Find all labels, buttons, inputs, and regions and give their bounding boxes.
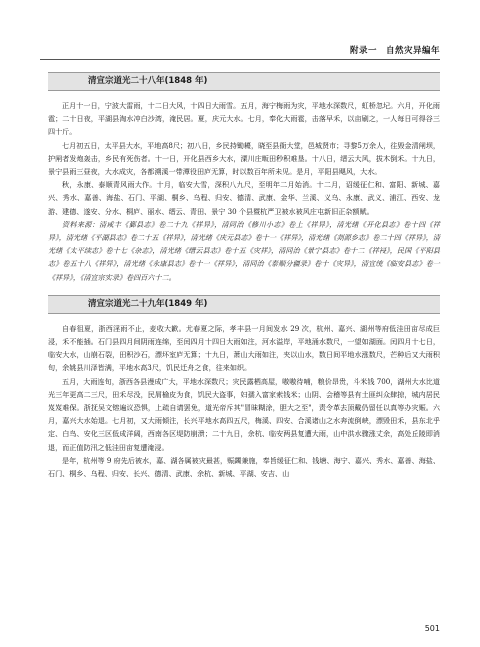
section-title-1849: 清宣宗道光二十九年(1849 年) xyxy=(48,295,440,314)
section-title-1848: 清宣宗道光二十八年(1848 年) xyxy=(48,72,440,91)
page-body xyxy=(48,68,440,480)
running-header-title: 附录一 自然灾异编年 xyxy=(349,46,440,56)
page-number: 501 xyxy=(424,624,440,633)
paragraph: 五月，大雨连旬，浙西各县漫成广大，平地水深数尺；灾民露栖高屋，嗷嗷待哺，粮价昂贵，斗米钱 700，湖州大水比道光三年更高二三尺，田禾尽没，民屑榆皮为食，饥民大盗事，妇孺入富家索钱米；山阴、会稽等县有土匪纠众肆掠，城内居民岌岌难保。浙抚吴文镕遍议恐惧，上疏自请罢免，道光帝斥其"冒昧糊涂，胆大之至"，责令革去顶戴仍留任以真等办灾赈。六月，嘉兴大水始退。七月初，又大雨倾注，长兴平地水高四五尺，梅溪、四安、合溪诸山之水奔流倒峡，漂毁田禾，县东北乎定、白鸟、安化三区低成洋阔，西南各区堤防崩溃；二十九日，余杭、临安两县复遭大雨，山中洪水骤涨丈余，高处丘陵即消退，而正值防汛之低洼田亩复遭淹浸。 xyxy=(48,376,440,452)
paragraph: 七月初五日，太平县大水，平地高8尺；初八日，乡民持锄耰，晓至县衙大堂，邑城贤市；寻黎5万余人，往毁金清闸坝，护闸者发炮轰击，乡民有死伤者。十一日，开化县西乡大水，溧川庄畈田秒积难垦。十八日，缙云大风，拔木倒禾。十九日，景宁县雨三昼夜，大水成灾，各都溯溪一带潭役田庐无算，时以数百年所未见。是月，平阳县飓风，大水。 xyxy=(48,140,440,177)
section-gap xyxy=(48,284,440,291)
sources-note: 资料来源：清咸丰《鄞县志》卷二十九《祥异》，清同治《修川小志》卷上《祥异》，清光绪《开化县志》卷十四《祥异》，清光绪《平湖县志》卷二十五《祥异》，清光绪《庆元县志》卷十一《祥异》，清光绪《剡源乡志》卷二十四《祥异》，清光绪《太平续志》卷十七《杂志》，清光绪《缙云县志》卷十五《灾祥》，清同治《景宁县志》卷十二《祥祲》，民国《平阳县志》卷五十八《祥异》，清光绪《永康县志》卷十一《祥异》，清同治《泰顺分疆录》卷十《灾异》，清宣统《临安县志》卷一《祥异》，《清宣宗实录》卷四百六十二。 xyxy=(48,219,440,282)
paragraph: 正月十一日，宁波大雷雨，十二日大风，十四日大雨雪。五月，海宁梅雨为灾，平地水深数尺，虹桥忽圮。六月，开化雨雹；二十日夜，平湖县淘水冲白沙湾，淹民居。夏，庆元大水。七月，奉化大雨雹，击落早禾，以亩刷之，一人每日可得谷三四十斤。 xyxy=(48,101,440,137)
paragraph: 是年，杭州等 9 府先后被水，嘉、湖各属被灾最甚，赈蠲兼施，奉旨缓征仁和、钱塘、海宁、嘉兴、秀水、嘉善、海盐、石门、桐乡、乌程、归安、长兴、德清、武康、余杭、新城、平湖、安吉、山 xyxy=(48,455,440,479)
running-header xyxy=(0,0,480,62)
paragraph: 秋，永康、泰顺青风雨大作。十月，临安大雪，深积八九尺，至明年二月始消。十二月，诏缓征仁和、富阳、新城、嘉兴、秀水、嘉善、海盐、石门、平湖、桐乡、乌程、归安、德清、武康、金华、兰溪、义乌、永康、武义、浦江、西安、龙游、建德、遂安、分水、桐庐、丽水、缙云、青田、景宁 30 个县暨杭严卫被水被风庄屯新旧正杂额赋。 xyxy=(48,180,440,216)
header-rule xyxy=(40,59,440,60)
paragraph: 自春徂夏，浙西淫雨不止，麦收大歉。尤春夏之际，孝丰县一月间发水 29 次，杭州、嘉兴、湖州等府低洼田亩尽成巨浸，禾不能插。石门县四月间阴雨连绵，至闰四月十四日大雨如注，河水溢岸，平地涌水数尺，一望如湖面。闰四月十七日，临安大水，山崩石裂，田积沙石，漂坏室庐无算；十九日，萧山大雨如注，夹以山水，数日间平地水涨数尺，芒种后又大雨积旬，余姚县川泽皆满，平地水高3尺，饥民迁舟之食，往来如织。 xyxy=(48,323,440,373)
